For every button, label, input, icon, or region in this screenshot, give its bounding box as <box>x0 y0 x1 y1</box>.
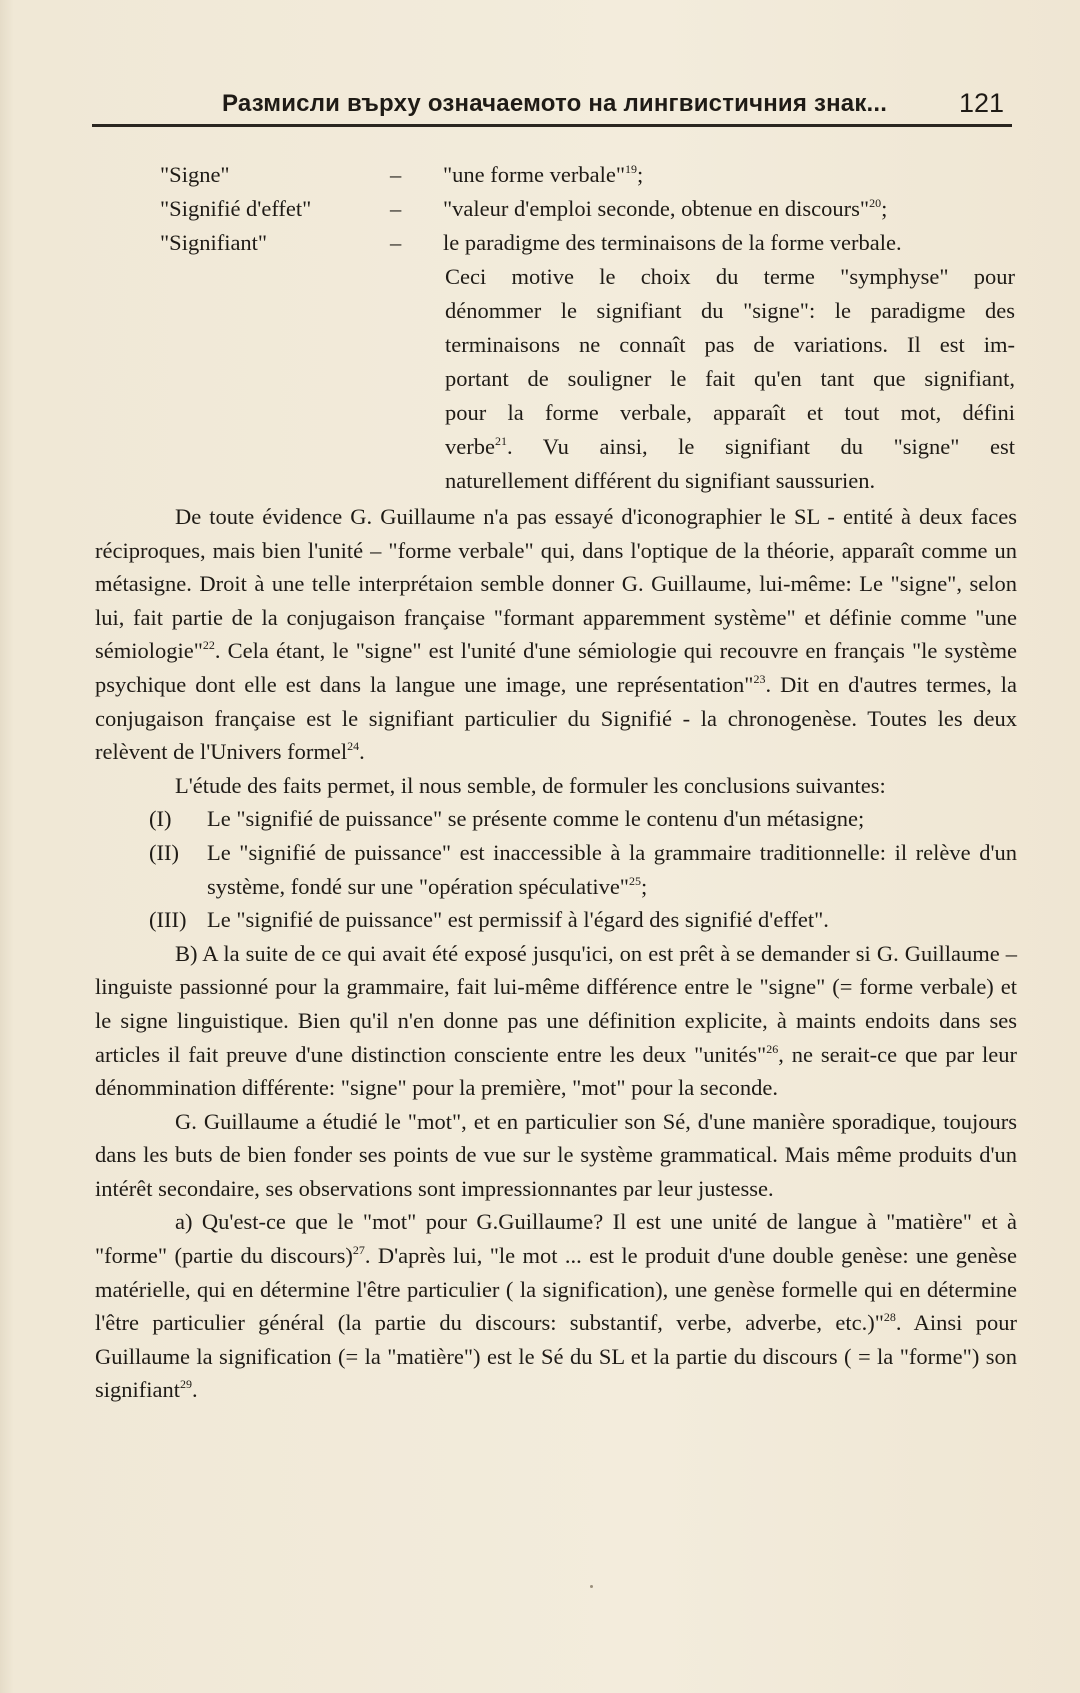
definition-list <box>0 158 1080 260</box>
text-line: verbe$^{21}$. Vu ainsi, le signifiant du "signe" est <box>445 434 1015 459</box>
definition-text: "valeur d'emploi seconde, obtenue en discours"$^{20}$; <box>443 196 888 221</box>
text-line: portant de souligner le fait qu'en tant que signifiant, <box>445 366 1015 391</box>
running-title: Размисли върху означаемото на лингвистичния знак... <box>222 90 888 117</box>
definition-dash: – <box>390 230 402 255</box>
definition-row <box>0 192 1080 226</box>
definition-dash: – <box>390 162 402 187</box>
definition-continuation <box>445 260 1015 498</box>
paragraph: G. Guillaume a étudié le "mot", et en particulier son Sé, d'une manière sporadique, toujours dans les buts de bien fonder ses points de vue sur le système grammatical. Mais même produits d'un intérêt secondaire, ses observations sont impressionnantes par leur justesse. <box>95 1108 1017 1201</box>
footnote-ref: 21 <box>494 434 507 448</box>
text-line: dénommer le signifiant du "signe": le paradigme des <box>445 298 1015 323</box>
text-line: Ceci motive le choix du terme "symphyse" pour <box>445 264 1015 289</box>
footnote-ref: 22 <box>202 638 215 653</box>
conclusion-item: (III) Le "signifié de puissance" est permissif à l'égard des signifié d'effet". <box>95 903 1017 937</box>
text-line: naturellement différent du signifiant saussurien. <box>445 468 876 493</box>
definition-text: "une forme verbale"$^{19}$; <box>443 162 644 187</box>
definition-term: "Signifiant" <box>160 230 268 255</box>
paragraph: B) A la suite de ce qui avait été exposé jusqu'ici, on est prêt à se demander si G. Guillaume – linguiste passionné pour la grammaire, fait lui-même différence entre le "signe" (= forme verbale) et le signe linguistique. Bien qu'il n'en donne pas une définition explicite, à maints endoits dans ses articles il fait preuve d'une distinction consciente entre les deux "unités"$^{26}$, ne serait-ce que par leur dénommination différente: "signe" pour la première, "mot" pour la seconde. <box>95 940 1018 1101</box>
conclusion-item: (I) Le "signifié de puissance" se présente comme le contenu d'un métasigne; <box>95 802 1017 836</box>
text-line: terminaisons ne connaît pas de variations. Il est im- <box>445 332 1015 357</box>
footnote-ref: 19 <box>625 162 638 176</box>
footnote-ref: 23 <box>753 671 766 686</box>
paragraph: De toute évidence G. Guillaume n'a pas essayé d'iconographier le SL - entité à deux faces réciproques, mais bien l'unité – "forme verbale" qui, dans l'optique de la théorie, apparaît comme un métasigne. Droit à une telle interprétaion semble donner G. Guillaume, lui-même: Le "signe", selon lui, fait partie de la conjugaison française "formant apparemment système" et définie comme "une sémiologie"$^{22}$. Cela étant, le "signe" est l'unité d'une sémiologie qui recouvre en français "le système psychique dont elle est dans la langue une image, une représentation"$^{23}$. Dit en d'autres termes, la conjugaison française est le signifiant particulier du Signifié - la chronogenèse. Toutes les deux relèvent de l'Univers formel$^{24}$. <box>95 504 1017 765</box>
paragraph: L'étude des faits permet, il nous semble, de formuler les conclusions suivantes: <box>175 772 886 798</box>
page-number: 121 <box>958 88 1004 118</box>
footnote-ref: 29 <box>180 1377 192 1392</box>
definition-dash: – <box>390 196 402 221</box>
item-number: (III) <box>149 907 187 933</box>
footnote-ref: 25 <box>629 873 641 888</box>
footnote-ref: 28 <box>883 1310 896 1325</box>
paper-speck <box>590 1585 593 1588</box>
footnote-ref: 26 <box>766 1041 779 1056</box>
item-number: (I) <box>149 806 172 832</box>
footnote-ref: 27 <box>352 1243 365 1258</box>
conclusion-item: (II) Le "signifié de puissance" est inaccessible à la grammaire traditionnelle: il relève d'un système, fondé sur une "opération spéculative"$^{25}$; <box>95 836 1017 903</box>
footnote-ref: 24 <box>347 739 360 754</box>
definition-term: "Signifié d'effet" <box>160 196 312 221</box>
definition-term: "Signe" <box>160 162 230 187</box>
definition-row <box>0 226 1080 260</box>
footnote-ref: 20 <box>869 196 882 210</box>
definition-text: le paradigme des terminaisons de la forme verbale. <box>443 230 902 255</box>
body-text <box>95 500 1017 1407</box>
paragraph: a) Qu'est-ce que le "mot" pour G.Guillaume? Il est une unité de langue à "matière" et à "forme" (partie du discours)$^{27}$. D'après lui, "le mot ... est le produit d'une double genèse: une genèse matérielle, qui en détermine l'être particulier ( la signification), une genèse formelle qui en détermine l'être particulier général (la partie du discours: substantif, verbe, adverbe, etc.)"$^{28}$. Ainsi pour Guillaume la signification (= la "matière") est le Sé du SL et la partie du discours ( = la "forme") son signifiant$^{29}$. <box>95 1209 1018 1403</box>
definition-row <box>0 158 1080 192</box>
item-number: (II) <box>149 839 179 865</box>
running-header <box>92 84 1012 127</box>
text-line: pour la forme verbale, apparaît et tout mot, défini <box>445 400 1015 425</box>
